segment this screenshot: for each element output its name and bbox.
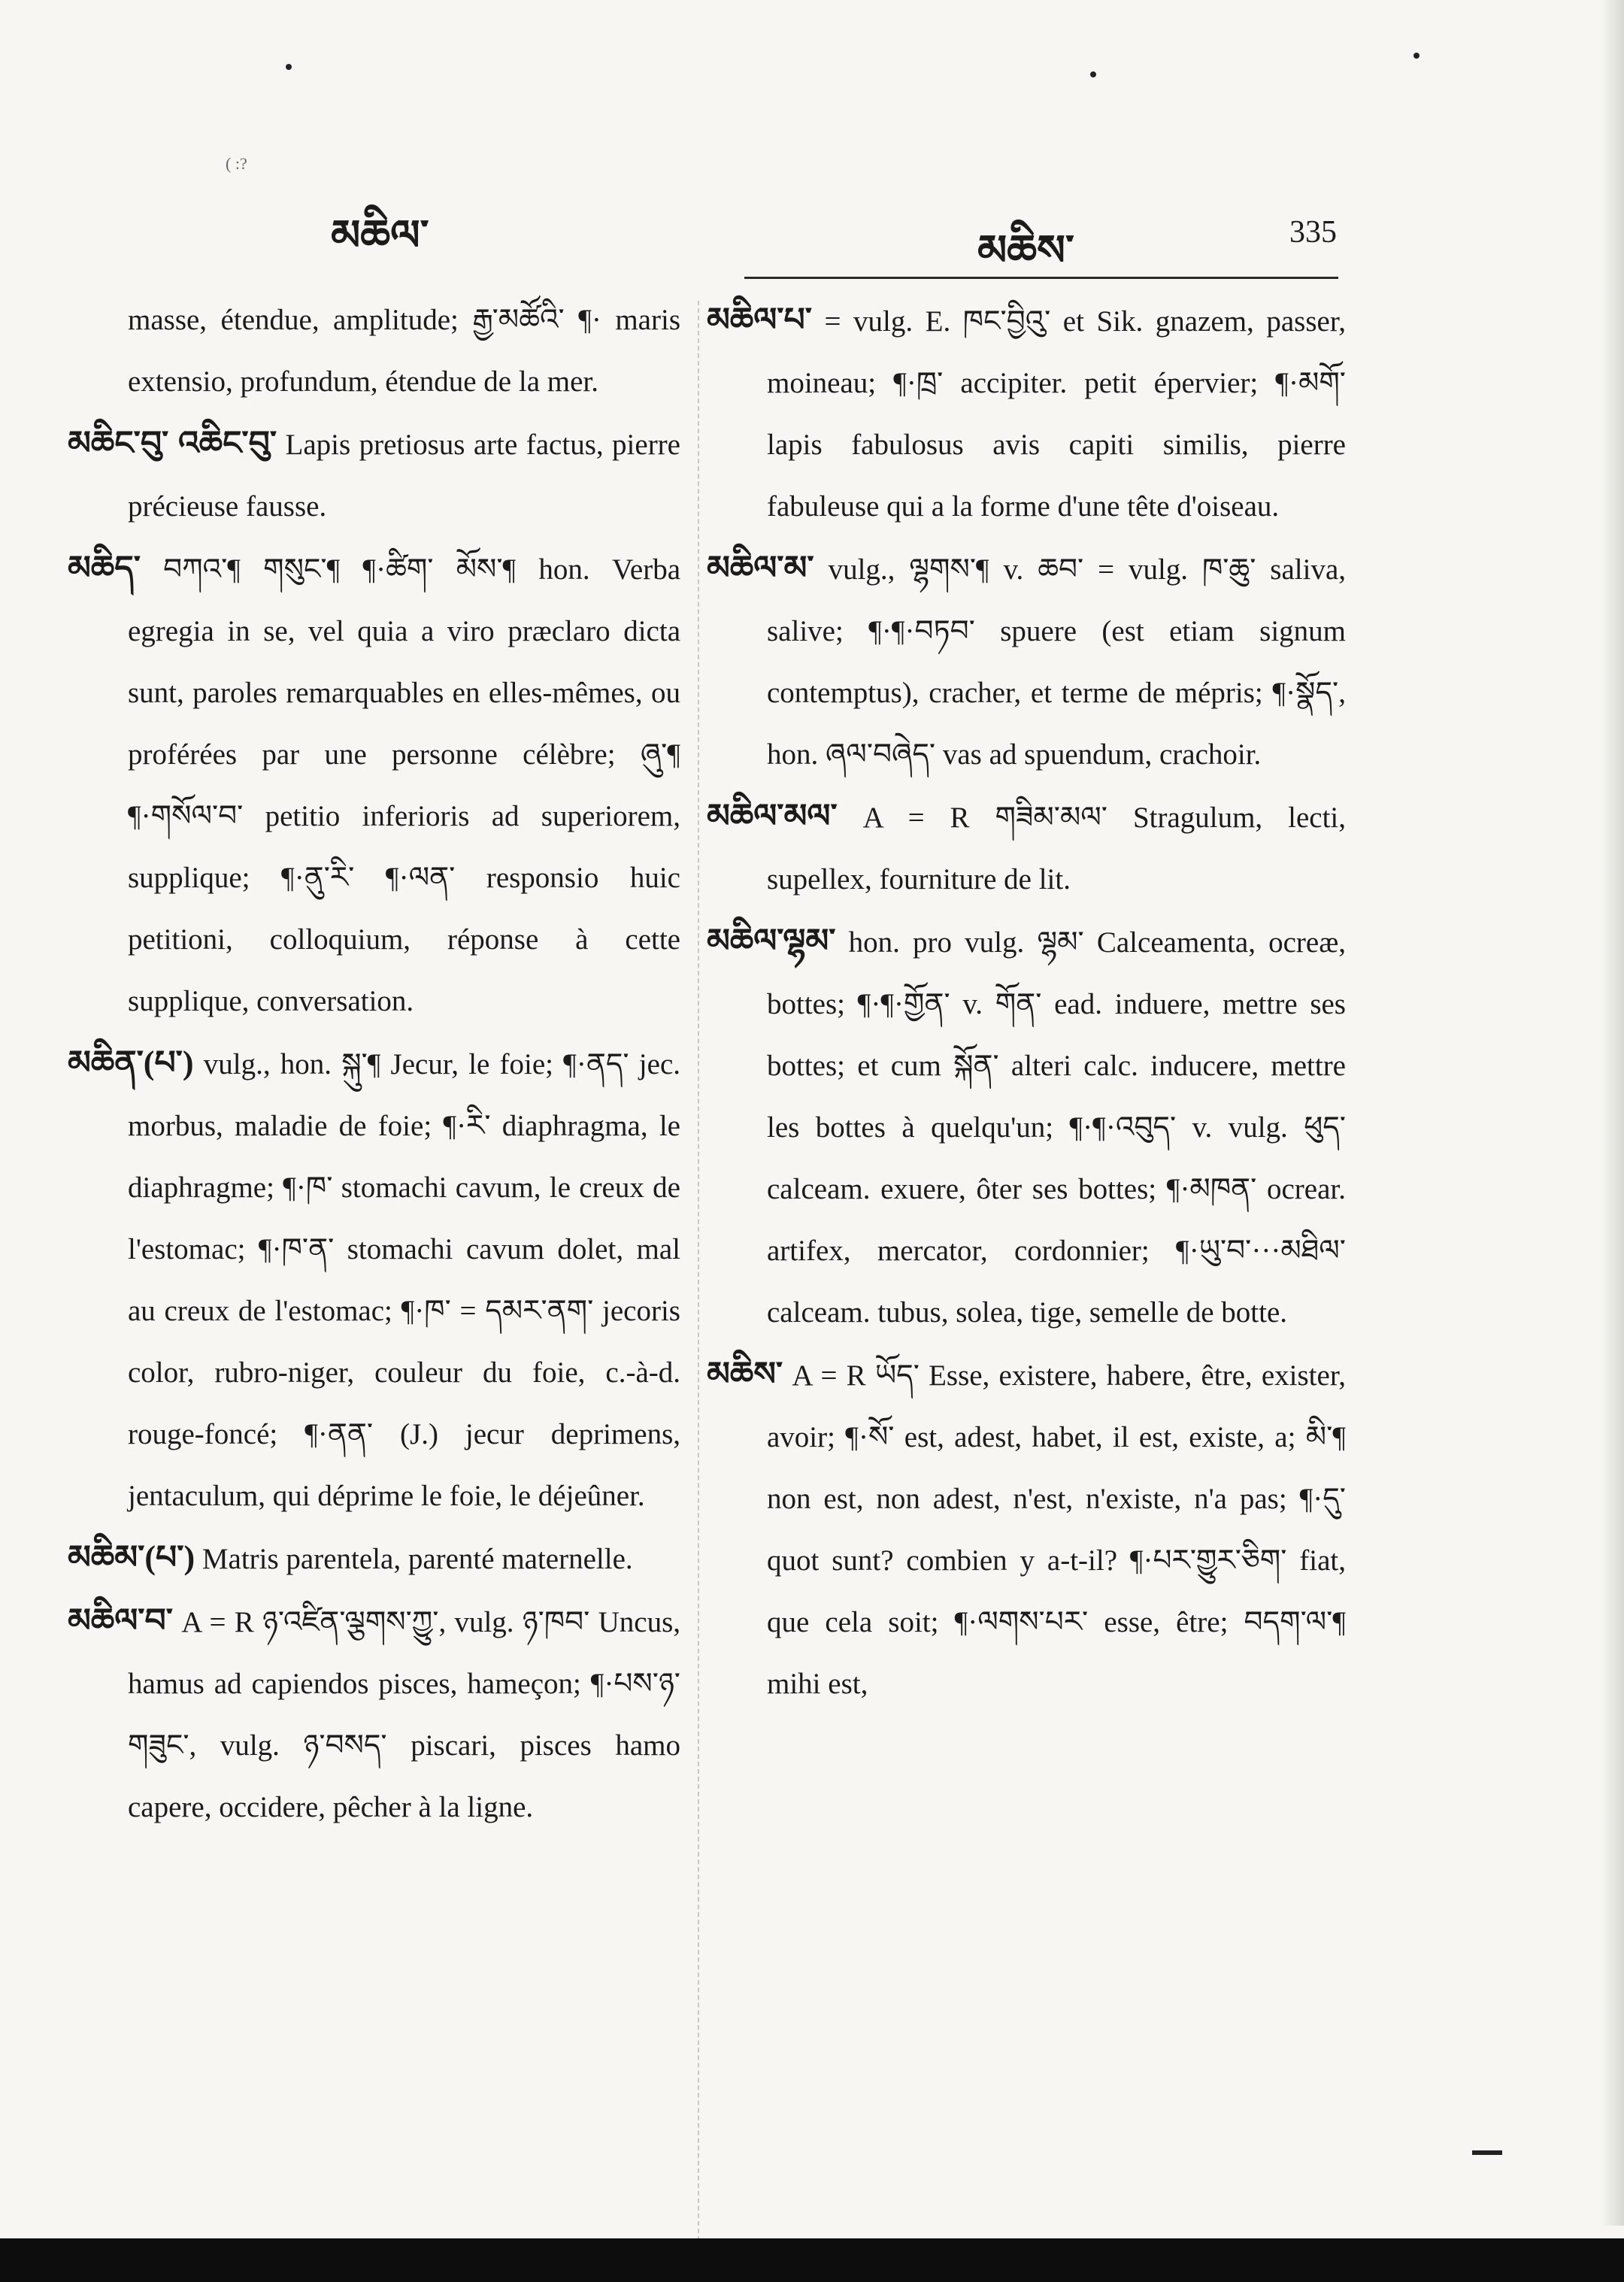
entry-headword: མཆིད་ xyxy=(68,550,141,586)
ink-mark xyxy=(1472,2150,1502,2155)
entry-continuation xyxy=(68,289,680,413)
dictionary-entry xyxy=(707,538,1346,786)
margin-mark: ( :? xyxy=(226,154,247,173)
entry-headword: མཆིམ་(པ་) xyxy=(68,1539,195,1576)
scan-edge xyxy=(1601,0,1624,2226)
entry-text: Lapis pretiosus arte factus, pierre précieuse fausse. xyxy=(128,429,680,523)
entry-text: བཀའ་¶ གསུང་¶ ¶·ཚིག་ མོས་¶ hon. Verba egregia in se, vel quia a viro præclaro dicta sunt, paroles remarquables en elles-mêmes, ou proférées par une personne célèbre; ཞུ་¶ ¶·གསོལ་བ་ petitio inferioris ad superiorem, supplique; ¶·ནུ་རི་ ¶·ལན་ responsio huic petitioni, colloquium, réponse à cette supplique, conversation. xyxy=(128,553,681,1017)
entry-headword: མཆིས་ xyxy=(707,1356,783,1393)
entry-text: vulg., ལྷགས་¶ v. ཆབ་ = vulg. ཁ་ཆུ་ saliva, salive; ¶·¶·བཏབ་ spuere (est etiam signum contemptus), cracher, et terme de mépris; ¶·སྣོད་, hon. ཞལ་བཞེད་ vas ad spuendum, crachoir. xyxy=(767,553,1347,771)
running-head-right: མཆིས་ xyxy=(977,228,1074,274)
entry-text: masse, étendue, amplitude; རྒྱ་མཚོའི་ ¶· maris extensio, profundum, étendue de la mer. xyxy=(128,304,680,398)
column-divider xyxy=(698,301,699,2256)
entry-text: hon. pro vulg. ལྷམ་ Calceamenta, ocreæ, bottes; ¶·¶·གྱོན་ v. གོན་ ead. induere, mettre ses bottes; et cum སྐོན་ alteri calc. inducere, mettre les bottes à quelqu'un; ¶·¶·འབུད་ v. vulg. ཕུད་ calceam. exuere, ôter ses bottes; ¶·མཁན་ ocrear. artifex, mercator, cordonnier; ¶·ཡུ་བ་···མཐིལ་ calceam. tubus, solea, tige, semelle de botte. xyxy=(767,926,1346,1329)
entry-headword: མཆིལ་པ་ xyxy=(707,302,812,338)
entry-headword: མཆིལ་ལྷམ་ xyxy=(707,923,836,959)
entry-headword: མཆིན་(པ་) xyxy=(68,1044,194,1081)
scan-speck xyxy=(1090,71,1096,77)
entry-text: = vulg. E. ཁང་བྱིའུ་ et Sik. gnazem, passer, moineau; ¶·ཁྲ་ accipiter. petit épervier; ¶·མགོ་ lapis fabulosus avis capiti similis, pierre fabuleuse qui a la forme d'une tête d'oiseau. xyxy=(767,305,1346,523)
header-rule xyxy=(744,277,1338,279)
dictionary-entry xyxy=(707,786,1346,911)
scan-speck xyxy=(1413,53,1419,59)
scan-bottom-bar xyxy=(0,2238,1624,2282)
dictionary-entry xyxy=(68,1032,680,1527)
entry-headword: མཆིང་བུ་ འཆིང་བུ་ xyxy=(68,425,277,462)
entry-headword: མཆིལ་མ་ xyxy=(707,550,814,586)
entry-text: Matris parentela, parenté maternelle. xyxy=(201,1543,633,1575)
dictionary-entry xyxy=(707,1344,1346,1715)
dictionary-entry xyxy=(68,1590,680,1838)
right-column xyxy=(707,289,1346,1715)
entry-text: vulg., hon. སྐུ་¶ Jecur, le foie; ¶·ནད་ jec. morbus, maladie de foie; ¶·རི་ diaphragma, le diaphragme; ¶·ཁ་ stomachi cavum, le creux de l'estomac; ¶·ཁ་ན་ stomachi cavum dolet, mal au creux de l'estomac; ¶·ཁ་ = དམར་ནག་ jecoris color, rubro-niger, couleur du foie, c.-à-d. rouge-foncé; ¶·ནན་ (J.) jecur deprimens, jentaculum, qui déprime le foie, le déjeûner. xyxy=(128,1048,681,1512)
entry-headword: མཆིལ་མལ་ xyxy=(707,798,838,835)
entry-text: A = R ཡོད་ Esse, existere, habere, être, exister, avoir; ¶·སོ་ est, adest, habet, il est, existe, a; མི་¶ non est, non adest, n'est, n'existe, n'a pas; ¶·དུ་ quot sunt? combien y a-t-il? ¶·པར་གྱུར་ཅིག་ fiat, que cela soit; ¶·ལགས་པར་ esse, être; བདག་ལ་¶ mihi est, xyxy=(767,1359,1346,1700)
running-head-left: མཆིལ་ xyxy=(331,213,429,259)
scan-speck xyxy=(286,64,292,70)
page-number: 335 xyxy=(1289,215,1337,250)
left-column xyxy=(68,289,680,1838)
dictionary-entry xyxy=(68,413,680,538)
dictionary-entry xyxy=(68,538,680,1032)
entry-text: A = R ཉ་འཛིན་ལྕགས་ཀྱུ་, vulg. ཉ་ཁབ་ Uncus, hamus ad capiendos pisces, hameçon; ¶·པས་ཉ་གཟུང་, vulg. ཉ་བསད་ piscari, pisces hamo capere, occidere, pêcher à la ligne. xyxy=(128,1606,681,1823)
entry-text: A = R གཟིམ་མལ་ Stragulum, lecti, supellex, fourniture de lit. xyxy=(767,802,1346,896)
dictionary-entry xyxy=(707,911,1346,1344)
dictionary-entry xyxy=(68,1527,680,1590)
dictionary-entry xyxy=(707,289,1346,538)
entry-headword: མཆིལ་བ་ xyxy=(68,1602,173,1639)
